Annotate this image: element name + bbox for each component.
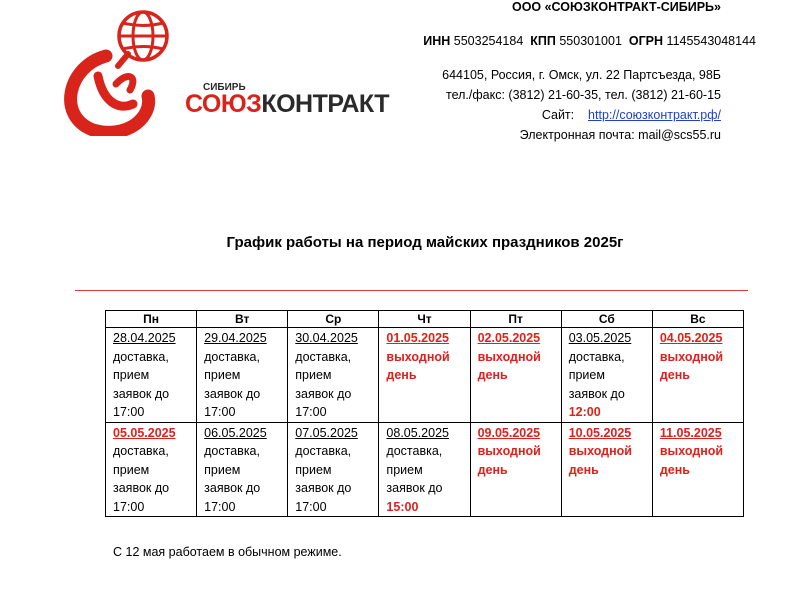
kpp-label: КПП [530, 34, 556, 48]
inn-label: ИНН [423, 34, 451, 48]
cell-date: 01.05.2025 [386, 331, 449, 345]
schedule-body [106, 328, 744, 517]
header-fri: Пт [470, 311, 561, 328]
site-label: Сайт: [541, 108, 575, 122]
cell-holiday-text: выходной день [386, 349, 450, 382]
header-mon: Пн [106, 311, 197, 328]
schedule-cell [561, 422, 652, 517]
company-phones: тел./факс: (3812) 21-60-35, тел. (3812) 21-60-15 [446, 88, 721, 102]
schedule-row [106, 328, 744, 423]
logo-brand-dark: КОНТРАКТ [261, 90, 390, 118]
cell-holiday-text: выходной день [477, 444, 541, 477]
cell-work-text: доставка, прием заявок до [113, 349, 170, 401]
schedule-cell [561, 328, 652, 423]
schedule-cell [106, 422, 197, 517]
header-tue: Вт [197, 311, 288, 328]
cell-work-text: доставка, прием заявок до [295, 444, 352, 495]
schedule-table [105, 310, 744, 517]
schedule-cell [106, 328, 197, 423]
schedule-cell [652, 422, 743, 517]
schedule-row [106, 422, 744, 517]
header-thu: Чт [379, 311, 470, 328]
cell-date: 10.05.2025 [568, 425, 632, 440]
company-email: Электронная почта: mail@scs55.ru [519, 128, 721, 142]
cell-holiday-text: выходной день [659, 444, 724, 477]
company-address: 644105, Россия, г. Омск, ул. 22 Партсъезда, 98Б [442, 68, 721, 82]
cell-date: 06.05.2025 [204, 425, 267, 440]
ogrn-value: 1145543048144 [666, 34, 756, 48]
page-title: График работы на период майских праздников 2025г [226, 234, 624, 251]
cell-work-text: доставка, прием заявок до [386, 444, 443, 495]
cell-time: 17:00 [204, 405, 236, 419]
cell-date: 29.04.2025 [204, 331, 267, 345]
company-site-line [542, 108, 721, 122]
title-divider [75, 290, 748, 291]
ogrn-label: ОГРН [628, 34, 664, 48]
cell-date: 05.05.2025 [113, 425, 176, 440]
cell-work-text: доставка, прием заявок до [204, 444, 261, 495]
cell-holiday-text: выходной день [477, 349, 541, 382]
cell-work-text: доставка, прием заявок до [568, 349, 625, 401]
site-link[interactable]: http://союзконтракт.рф/ [588, 108, 721, 122]
header-sat: Сб [561, 311, 652, 328]
schedule-cell [288, 422, 379, 517]
cell-holiday-text: выходной день [568, 444, 632, 477]
cell-date: 08.05.2025 [386, 425, 449, 440]
cell-date: 30.04.2025 [295, 331, 358, 345]
schedule-cell [197, 328, 288, 423]
logo-sub-text: СИБИРЬ [203, 82, 246, 93]
cell-time: 17:00 [204, 499, 236, 514]
schedule-cell [379, 328, 470, 423]
cell-time: 12:00 [568, 405, 601, 419]
company-details [309, 0, 756, 160]
cell-work-text: доставка, прием заявок до [113, 444, 170, 495]
logo-brand-red: СОЮЗ [185, 90, 262, 118]
cell-date: 07.05.2025 [295, 425, 358, 440]
schedule-cell [470, 328, 561, 423]
cell-time: 17:00 [295, 499, 327, 514]
kpp-value: 550301001 [559, 34, 622, 48]
schedule-cell [379, 422, 470, 517]
cell-date: 04.05.2025 [659, 331, 723, 345]
schedule-cell [652, 328, 743, 423]
header-sun: Вс [652, 311, 743, 328]
schedule-cell [288, 328, 379, 423]
inn-value: 5503254184 [453, 34, 524, 48]
schedule-header-row [106, 311, 744, 328]
cell-holiday-text: выходной день [659, 349, 724, 382]
cell-date: 03.05.2025 [568, 331, 632, 345]
schedule-cell [197, 422, 288, 517]
cell-time: 17:00 [113, 405, 145, 419]
cell-time: 15:00 [386, 499, 419, 514]
cell-date: 02.05.2025 [477, 331, 541, 345]
cell-time: 17:00 [113, 499, 145, 514]
cell-date: 28.04.2025 [113, 331, 176, 345]
company-name: ООО «СОЮЗКОНТРАКТ-СИБИРЬ» [511, 0, 721, 14]
cell-date: 09.05.2025 [477, 425, 541, 440]
cell-date: 11.05.2025 [659, 425, 722, 440]
cell-time: 17:00 [295, 405, 327, 419]
company-ids [423, 34, 756, 48]
footer-note: С 12 мая работаем в обычном режиме. [113, 545, 342, 559]
header-wed: Ср [288, 311, 379, 328]
cell-work-text: доставка, прием заявок до [204, 349, 261, 401]
schedule-cell [470, 422, 561, 517]
cell-work-text: доставка, прием заявок до [295, 349, 352, 401]
